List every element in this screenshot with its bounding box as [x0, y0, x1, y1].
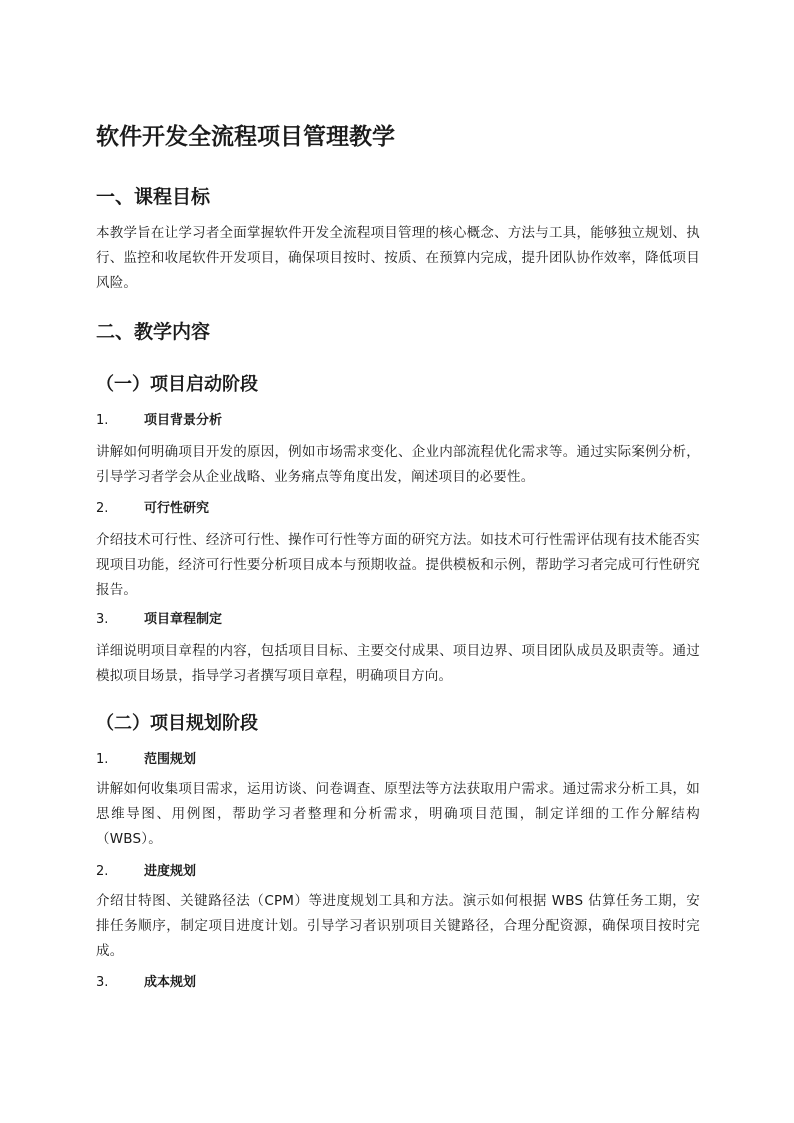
list-item-title: 项目章程制定 [144, 612, 223, 627]
subsection-heading-planning: （二）项目规划阶段 [96, 713, 258, 734]
list-number: 1. [96, 752, 109, 767]
section-heading-goals: 一、课程目标 [96, 186, 211, 208]
list-item-heading [96, 751, 196, 769]
list-item-heading [96, 611, 222, 629]
list-item-heading [96, 412, 222, 430]
list-item-body: 详细说明项目章程的内容，包括项目目标、主要交付成果、项目边界、项目团队成员及职责等。通过模拟项目场景，指导学习者撰写项目章程，明确项目方向。 [96, 643, 700, 684]
list-number: 1. [96, 413, 109, 428]
list-number: 2. [96, 864, 109, 879]
list-item-title: 项目背景分析 [144, 413, 223, 428]
document-title: 软件开发全流程项目管理教学 [96, 124, 395, 150]
list-item-title: 可行性研究 [144, 501, 210, 516]
list-number: 3. [96, 612, 109, 627]
subsection-heading-initiation: （一）项目启动阶段 [96, 374, 258, 395]
section-heading-content: 二、教学内容 [96, 321, 211, 343]
list-item-body: 介绍甘特图、关键路径法（CPM）等进度规划工具和方法。演示如何根据 WBS 估算任务工期，安排任务顺序，制定项目进度计划。引导学习者识别项目关键路径，合理分配资源，确保项目按时完成。 [96, 893, 700, 959]
list-number: 2. [96, 501, 109, 516]
list-item-heading [96, 500, 209, 518]
list-item-heading [96, 863, 196, 881]
list-item-title: 成本规划 [144, 975, 197, 990]
list-item-heading [96, 974, 196, 992]
list-item-body: 讲解如何收集项目需求，运用访谈、问卷调查、原型法等方法获取用户需求。通过需求分析工具，如思维导图、用例图，帮助学习者整理和分析需求，明确项目范围，制定详细的工作分解结构（WBS）。 [96, 781, 700, 847]
list-item-body: 介绍技术可行性、经济可行性、操作可行性等方面的研究方法。如技术可行性需评估现有技术能否实现项目功能，经济可行性要分析项目成本与预期收益。提供模板和示例，帮助学习者完成可行性研究报告。 [96, 532, 700, 598]
list-number: 3. [96, 975, 109, 990]
list-item-body: 讲解如何明确项目开发的原因，例如市场需求变化、企业内部流程优化需求等。通过实际案例分析，引导学习者学会从企业战略、业务痛点等角度出发，阐述项目的必要性。 [96, 444, 700, 485]
list-item-title: 范围规划 [144, 752, 197, 767]
goals-paragraph: 本教学旨在让学习者全面掌握软件开发全流程项目管理的核心概念、方法与工具，能够独立规划、执行、监控和收尾软件开发项目，确保项目按时、按质、在预算内完成，提升团队协作效率，降低项目风险。 [96, 225, 700, 291]
list-item-title: 进度规划 [144, 864, 197, 879]
